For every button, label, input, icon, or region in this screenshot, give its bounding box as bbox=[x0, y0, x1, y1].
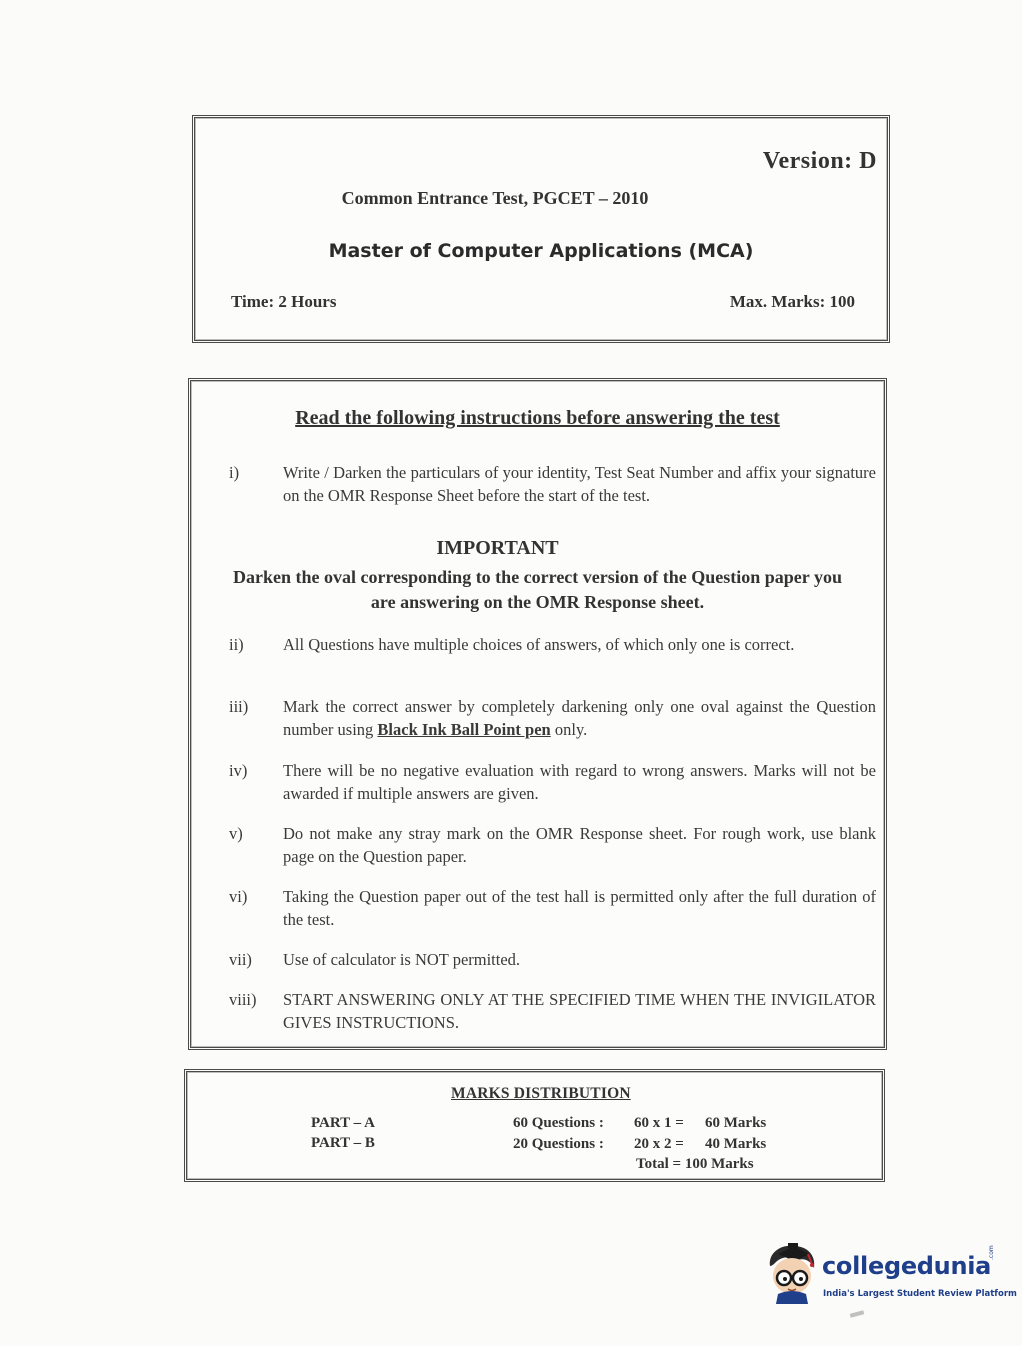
instruction-number: v) bbox=[229, 824, 243, 843]
marks-title: MARKS DISTRIBUTION bbox=[451, 1085, 631, 1102]
marks-value: 40 Marks bbox=[705, 1136, 767, 1152]
instructions-box bbox=[188, 378, 887, 1050]
part-label: PART – B bbox=[311, 1135, 375, 1151]
logo-wordmark: collegedunia bbox=[822, 1252, 992, 1280]
marks-total: Total = 100 Marks bbox=[636, 1156, 754, 1172]
marks-distribution-box bbox=[184, 1069, 885, 1182]
time-label: Time: 2 Hours bbox=[231, 292, 337, 311]
instruction-number: iii) bbox=[229, 697, 249, 716]
marks-calc: 20 x 2 = bbox=[634, 1136, 684, 1152]
instruction-item bbox=[229, 461, 876, 507]
instruction-number: vii) bbox=[229, 950, 252, 969]
marks-value: 60 Marks bbox=[705, 1115, 767, 1131]
header-box bbox=[192, 115, 890, 343]
instruction-text-part: only. bbox=[550, 720, 588, 739]
version-label: Version: D bbox=[762, 148, 877, 174]
logo-domain: .com bbox=[988, 1245, 995, 1260]
instruction-text: There will be no negative evaluation with regard to wrong answers. Marks will not be awarded if multiple answers are given. bbox=[283, 761, 876, 803]
pen-emphasis: Black Ink Ball Point pen bbox=[377, 720, 551, 739]
important-title: IMPORTANT bbox=[436, 537, 559, 559]
instruction-text: All Questions have multiple choices of answers, of which only one is correct. bbox=[283, 635, 795, 654]
instruction-item bbox=[229, 759, 876, 805]
scan-mark bbox=[850, 1310, 865, 1317]
instruction-text: Write / Darken the particulars of your identity, Test Seat Number and affix your signature on the OMR Response Sheet before the start of the test. bbox=[283, 463, 876, 505]
instruction-text-part: Mark the correct answer by completely darkening only one oval against the Question number using bbox=[283, 697, 876, 739]
instruction-text: START ANSWERING ONLY AT THE SPECIFIED TIME WHEN THE INVIGILATOR GIVES INSTRUCTIONS. bbox=[283, 990, 876, 1032]
instruction-number: viii) bbox=[229, 990, 257, 1009]
instruction-item bbox=[229, 948, 876, 971]
instruction-text: Taking the Question paper out of the test hall is permitted only after the full duration of the test. bbox=[283, 887, 876, 929]
collegedunia-logo bbox=[764, 1242, 1017, 1312]
part-label: PART – A bbox=[311, 1115, 375, 1131]
course-title: Master of Computer Applications (MCA) bbox=[328, 240, 754, 262]
instruction-item bbox=[229, 633, 876, 656]
important-text: Darken the oval corresponding to the correct version of the Question paper you are answering on the OMR Response sheet. bbox=[233, 567, 842, 612]
instruction-item bbox=[229, 695, 876, 741]
instruction-number: i) bbox=[229, 463, 240, 482]
instruction-number: ii) bbox=[229, 635, 244, 654]
instruction-item bbox=[229, 885, 876, 931]
instruction-text bbox=[283, 695, 876, 741]
instruction-text: Use of calculator is NOT permitted. bbox=[283, 950, 521, 969]
question-count: 60 Questions : bbox=[513, 1115, 604, 1131]
max-marks-label: Max. Marks: 100 bbox=[729, 292, 855, 311]
question-count: 20 Questions : bbox=[513, 1136, 604, 1152]
instruction-item bbox=[229, 822, 876, 868]
instruction-text: Do not make any stray mark on the OMR Response sheet. For rough work, use blank page on the Question paper. bbox=[283, 824, 876, 866]
instruction-number: iv) bbox=[229, 761, 248, 780]
instructions-heading: Read the following instructions before answering the test bbox=[295, 407, 780, 429]
instruction-number: vi) bbox=[229, 887, 248, 906]
marks-calc: 60 x 1 = bbox=[634, 1115, 684, 1131]
instruction-item bbox=[229, 988, 876, 1034]
logo-tagline: India's Largest Student Review Platform bbox=[823, 1289, 1017, 1299]
exam-title: Common Entrance Test, PGCET – 2010 bbox=[341, 188, 649, 208]
mascot-icon bbox=[764, 1242, 822, 1304]
